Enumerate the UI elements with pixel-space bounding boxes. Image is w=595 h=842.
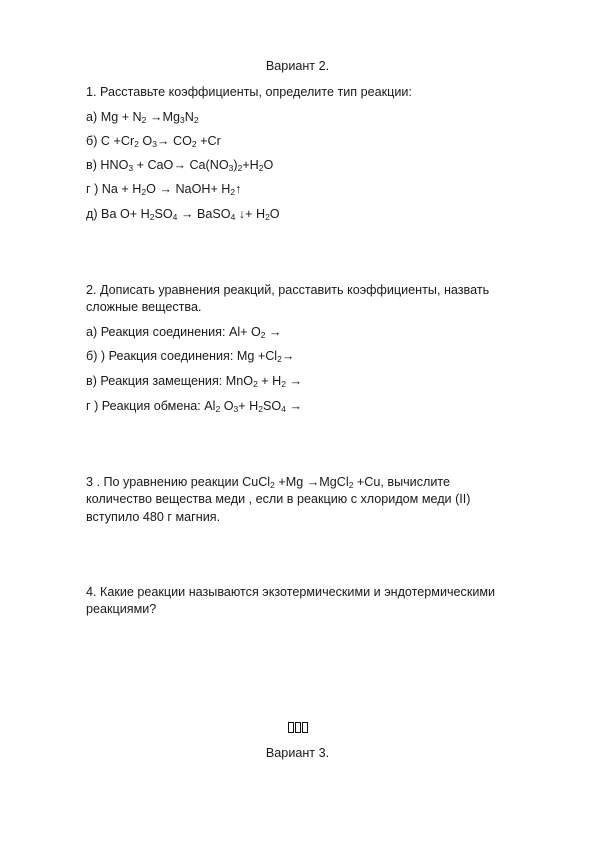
task-3-line-2: количество вещества меди , если в реакцию с хлоридом меди (II): [86, 492, 471, 506]
task-1-item-a: а) $Mg + N_2 \to Mg_3N_2$: [86, 110, 199, 125]
task-2-title-line-1: 2. Дописать уравнения реакций, расставить коэффициенты, назвать: [86, 283, 490, 297]
task-3-line-1: 3 . По уравнению реакции CuCl$_2$ +Mg →MgCl$_2$ +Cu, вычислите: [86, 475, 451, 490]
variant-2-heading: Вариант 2.: [265, 59, 330, 73]
task-2-item-c: в) Реакция замещения: $MnO_2 + H_2$ →: [86, 374, 303, 389]
missing-glyph-icon: [0, 722, 595, 736]
task-1-item-d: г ) $Na + H_2O$ → NaOH+ $H_2↑$: [86, 182, 242, 197]
variant-3-heading: Вариант 3.: [265, 746, 330, 760]
task-1-item-e: д) Ba $O+ H_2SO_4$ → BaSO$_4$ ↓+ $H_2O$: [86, 207, 280, 222]
task-4-line-2: реакциями?: [86, 602, 157, 616]
task-2-item-a: а) Реакция соединения: $Al+ O_2$ →: [86, 325, 282, 340]
task-1-item-b: б) $C +Cr_2$ $O_3\to CO_2 +Cr$: [86, 134, 221, 149]
task-1-title: 1. Расставьте коэффициенты, определите тип реакции:: [86, 85, 412, 99]
task-2-item-d: г ) Реакция обмена: $Al_2$ $O_3+ H_2SO_4$ →: [86, 399, 302, 414]
task-2-title-line-2: сложные вещества.: [86, 300, 202, 314]
task-3-line-3: вступило 480 г магния.: [86, 510, 221, 524]
task-4-line-1: 4. Какие реакции называются экзотермическими и эндотермическими: [86, 585, 496, 599]
task-1-item-c: в) $HNO_3 + CaO\to Ca(NO_3)_2+H_2O$: [86, 158, 274, 173]
task-2-item-b: б) ) Реакция соединения: $Mg +Cl_2\to$: [86, 349, 295, 364]
